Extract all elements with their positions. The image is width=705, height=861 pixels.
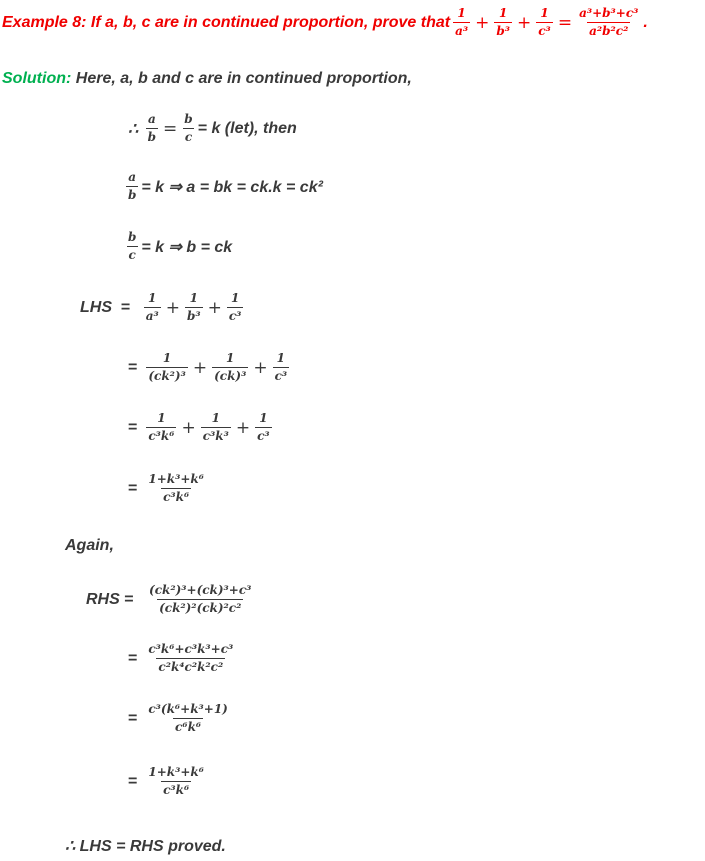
math-term: b [184, 112, 193, 126]
math-term: a³+b³+c³ [579, 6, 639, 20]
math-term: (ck)³ [214, 369, 247, 383]
equals: = [128, 649, 138, 667]
period: . [643, 13, 648, 31]
math-term: 1 [162, 351, 172, 365]
math-term: b [128, 230, 137, 244]
math-term: a³ [455, 24, 469, 38]
rhs-line-4 [128, 765, 209, 798]
math-term: b³ [496, 24, 510, 38]
equals: = [128, 358, 138, 376]
math-term: 1 [148, 291, 157, 305]
math-term: b [147, 130, 157, 144]
fraction [144, 291, 161, 324]
math-term: c [184, 130, 193, 144]
math-term: 1 [457, 6, 466, 20]
step-a-value [123, 170, 323, 203]
conclusion [65, 836, 226, 856]
plus: + [207, 297, 222, 318]
fraction [536, 6, 553, 39]
math-term: c²k⁴c²k²c² [158, 660, 224, 674]
math-term: c [128, 248, 136, 262]
math-term: 1 [230, 291, 240, 305]
plus: + [181, 417, 196, 438]
example-heading [2, 6, 648, 39]
math-term: c³(k⁶+k³+1) [148, 702, 228, 716]
math-term: c³ [228, 309, 242, 323]
fraction [126, 230, 138, 263]
lhs-label: LHS [80, 298, 112, 316]
fraction [212, 351, 248, 384]
math-term: c³k⁶+c³k³+c³ [148, 642, 234, 656]
solution-text: Here, a, b and c are in continued proportion, [75, 70, 412, 87]
rhs-line-3 [128, 702, 233, 735]
math-term: 1 [189, 291, 198, 305]
again-text [65, 537, 114, 555]
conclusion-text: ∴ LHS = RHS proved. [65, 838, 226, 855]
fraction [146, 112, 158, 145]
fraction [147, 583, 253, 616]
equals: = [163, 118, 178, 139]
rhs-label: RHS [86, 590, 120, 608]
equals: = [128, 709, 138, 727]
math-term: c⁶k⁶ [175, 720, 202, 734]
step-text: = k ⇒ b = ck [141, 238, 233, 256]
again-label: Again, [65, 537, 114, 554]
math-term: a [147, 112, 156, 126]
fraction [182, 112, 194, 145]
math-term: 1 [259, 411, 268, 425]
math-term: c³k⁶ [163, 490, 190, 504]
math-term: c³k⁶ [148, 429, 175, 443]
fraction [185, 291, 203, 324]
math-term: (ck²)²(ck)²c² [159, 601, 242, 615]
equals: = [124, 590, 134, 608]
math-term: c³k³ [202, 429, 229, 443]
fraction [126, 170, 138, 203]
fraction [577, 6, 640, 39]
math-term: 1 [157, 411, 166, 425]
math-term: a²b²c² [589, 24, 629, 38]
fraction [273, 351, 290, 384]
plus: + [253, 357, 268, 378]
rhs-line-1 [86, 583, 256, 616]
fraction [146, 702, 230, 735]
math-term: c³k⁶ [163, 783, 190, 797]
equals: = [120, 298, 131, 316]
fraction [146, 765, 206, 798]
equals: = [128, 418, 138, 436]
fraction [201, 411, 231, 444]
math-term: (ck²)³ [148, 369, 186, 383]
math-term: b [128, 188, 137, 202]
plus: + [165, 297, 180, 318]
math-term: a³ [145, 309, 159, 323]
equals: = [128, 479, 138, 497]
plus: + [235, 417, 251, 438]
step-b-value [123, 230, 232, 263]
math-term: 1+k³+k⁶ [148, 472, 204, 486]
math-term: b³ [186, 309, 201, 323]
math-term: 1+k³+k⁶ [148, 765, 204, 779]
math-term: 1 [540, 6, 549, 20]
math-term: c³ [538, 24, 551, 38]
rhs-line-2 [128, 642, 238, 675]
math-term: (ck²)³+(ck)³+c³ [149, 583, 252, 597]
solution-line [2, 70, 412, 88]
equals: = [557, 12, 573, 33]
lhs-line-1 [80, 291, 246, 324]
math-term: 1 [276, 351, 286, 365]
math-term: 1 [226, 351, 235, 365]
therefore-symbol: ∴ [128, 120, 139, 138]
step-ratio-k [128, 112, 297, 145]
plus: + [192, 357, 208, 378]
fraction [146, 472, 206, 505]
lhs-line-4 [128, 472, 209, 505]
heading-text: Example 8: If a, b, c are in continued proportion, prove that [2, 13, 451, 31]
fraction [146, 351, 188, 384]
fraction [227, 291, 244, 324]
plus: + [517, 12, 532, 33]
fraction [255, 411, 272, 444]
step-text: = k (let), then [197, 119, 297, 137]
fraction [453, 6, 470, 39]
math-term: 1 [211, 411, 220, 425]
lhs-line-3 [128, 411, 275, 444]
fraction [146, 411, 176, 444]
math-term: c³ [274, 369, 288, 383]
equals: = [128, 772, 138, 790]
math-term: 1 [498, 6, 508, 20]
fraction [146, 642, 235, 675]
lhs-line-2 [128, 351, 292, 384]
solution-label: Solution: [2, 70, 72, 87]
fraction [494, 6, 512, 39]
step-text: = k ⇒ a = bk = ck.k = ck² [141, 178, 323, 196]
math-term: c³ [257, 429, 270, 443]
math-term: a [128, 170, 137, 184]
plus: + [475, 12, 490, 33]
